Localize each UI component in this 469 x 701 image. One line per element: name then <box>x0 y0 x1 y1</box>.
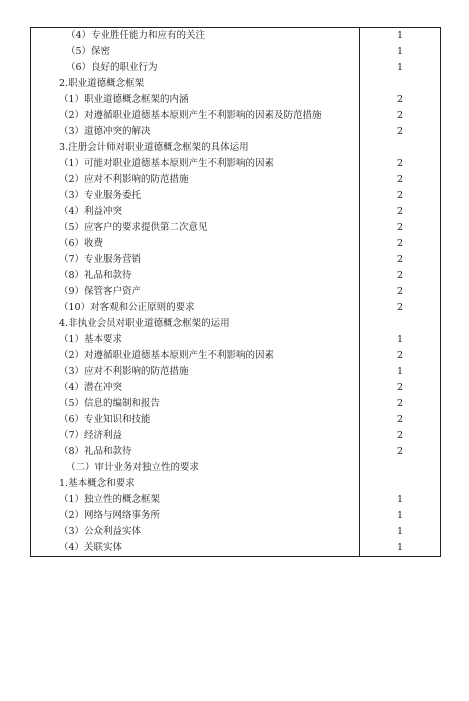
item-cell <box>31 428 360 444</box>
item-cell <box>31 444 360 460</box>
level-cell: 2 <box>360 444 441 460</box>
item-text: （5）应客户的要求提供第二次意见 <box>59 222 208 233</box>
table-row <box>31 380 441 396</box>
item-text: （3）公众利益实体 <box>59 526 142 537</box>
item-cell <box>31 412 360 428</box>
level-cell: 1 <box>360 28 441 45</box>
table-row <box>31 492 441 508</box>
table-row <box>31 44 441 60</box>
item-cell <box>31 476 360 492</box>
table-row <box>31 268 441 284</box>
item-cell <box>31 156 360 172</box>
table-row <box>31 428 441 444</box>
item-cell <box>31 44 360 60</box>
item-cell <box>31 28 360 45</box>
level-cell: 2 <box>360 252 441 268</box>
item-cell <box>31 284 360 300</box>
table-row <box>31 172 441 188</box>
level-cell: 2 <box>360 92 441 108</box>
table-row <box>31 60 441 76</box>
item-text: 2.职业道德概念框架 <box>59 78 145 89</box>
level-cell <box>360 140 441 156</box>
level-cell <box>360 76 441 92</box>
item-cell <box>31 76 360 92</box>
item-cell <box>31 92 360 108</box>
table-row <box>31 364 441 380</box>
item-text: （7）专业服务营销 <box>59 254 142 265</box>
level-cell: 2 <box>360 300 441 316</box>
table-row <box>31 236 441 252</box>
table-row <box>31 92 441 108</box>
item-text: （1）基本要求 <box>59 334 123 345</box>
item-text: （8）礼品和款待 <box>59 446 132 457</box>
item-cell <box>31 204 360 220</box>
item-text: （3）道德冲突的解决 <box>59 126 151 137</box>
item-cell <box>31 396 360 412</box>
item-text: （4）关联实体 <box>59 542 123 553</box>
item-text: （2）网络与网络事务所 <box>59 510 161 521</box>
level-cell: 2 <box>360 156 441 172</box>
level-cell: 2 <box>360 108 441 124</box>
item-cell <box>31 460 360 476</box>
level-cell: 1 <box>360 508 441 524</box>
level-cell: 2 <box>360 124 441 140</box>
item-text: （1）独立性的概念框架 <box>59 494 161 505</box>
item-text: 3.注册会计师对职业道德概念框架的具体运用 <box>59 142 249 153</box>
item-text: （7）经济利益 <box>59 430 123 441</box>
table-row <box>31 140 441 156</box>
level-cell: 2 <box>360 348 441 364</box>
table-row <box>31 220 441 236</box>
level-cell <box>360 460 441 476</box>
item-cell <box>31 332 360 348</box>
item-text: （6）收费 <box>59 238 104 249</box>
table-row <box>31 188 441 204</box>
level-cell: 1 <box>360 44 441 60</box>
level-cell: 2 <box>360 284 441 300</box>
item-cell <box>31 300 360 316</box>
level-cell: 2 <box>360 236 441 252</box>
item-text: （2）应对不利影响的防范措施 <box>59 174 189 185</box>
table-row <box>31 508 441 524</box>
item-text: （9）保管客户资产 <box>59 286 142 297</box>
level-cell: 2 <box>360 204 441 220</box>
table-row <box>31 124 441 140</box>
item-cell <box>31 540 360 557</box>
item-text: （3）专业服务委托 <box>59 190 142 201</box>
item-cell <box>31 172 360 188</box>
level-cell: 2 <box>360 220 441 236</box>
table-row <box>31 412 441 428</box>
table-row <box>31 300 441 316</box>
level-cell: 2 <box>360 428 441 444</box>
table-row <box>31 252 441 268</box>
item-text: （6）良好的职业行为 <box>66 62 158 73</box>
item-cell <box>31 60 360 76</box>
item-text: （2）对遵循职业道德基本原则产生不利影响的因素 <box>59 350 275 361</box>
level-cell: 1 <box>360 332 441 348</box>
table-row <box>31 476 441 492</box>
item-cell <box>31 124 360 140</box>
table-row <box>31 284 441 300</box>
item-text: 4.非执业会员对职业道德概念框架的运用 <box>59 318 230 329</box>
item-text: （1）可能对职业道德基本原则产生不利影响的因素 <box>59 158 275 169</box>
level-cell: 1 <box>360 60 441 76</box>
table-row <box>31 524 441 540</box>
item-text: （5）信息的编制和报告 <box>59 398 161 409</box>
level-cell: 1 <box>360 540 441 557</box>
level-cell: 2 <box>360 412 441 428</box>
item-cell <box>31 508 360 524</box>
item-text: （4）专业胜任能力和应有的关注 <box>66 30 206 41</box>
level-cell: 2 <box>360 268 441 284</box>
item-text: （1）职业道德概念框架的内涵 <box>59 94 189 105</box>
item-cell <box>31 252 360 268</box>
item-cell <box>31 348 360 364</box>
table-body <box>31 28 441 557</box>
syllabus-table <box>30 27 441 557</box>
item-text: 1.基本概念和要求 <box>59 478 135 489</box>
table-row <box>31 316 441 332</box>
item-text: （2）对遵循职业道德基本原则产生不利影响的因素及防范措施 <box>59 110 322 121</box>
item-cell <box>31 268 360 284</box>
item-text: （二）审计业务对独立性的要求 <box>66 462 200 473</box>
level-cell <box>360 476 441 492</box>
item-cell <box>31 140 360 156</box>
level-cell <box>360 316 441 332</box>
item-text: （5）保密 <box>66 46 111 57</box>
item-cell <box>31 108 360 124</box>
table-row <box>31 204 441 220</box>
level-cell: 2 <box>360 172 441 188</box>
item-cell <box>31 188 360 204</box>
item-cell <box>31 524 360 540</box>
item-text: （6）专业知识和技能 <box>59 414 151 425</box>
item-text: （3）应对不利影响的防范措施 <box>59 366 189 377</box>
table-row <box>31 444 441 460</box>
level-cell: 2 <box>360 380 441 396</box>
level-cell: 1 <box>360 492 441 508</box>
table-row <box>31 348 441 364</box>
table-row <box>31 28 441 45</box>
table-row <box>31 460 441 476</box>
table-row <box>31 332 441 348</box>
level-cell: 2 <box>360 396 441 412</box>
item-text: （4）潜在冲突 <box>59 382 123 393</box>
table-row <box>31 76 441 92</box>
item-cell <box>31 236 360 252</box>
level-cell: 1 <box>360 524 441 540</box>
item-cell <box>31 220 360 236</box>
item-cell <box>31 380 360 396</box>
level-cell: 2 <box>360 188 441 204</box>
table-row <box>31 156 441 172</box>
level-cell: 1 <box>360 364 441 380</box>
item-cell <box>31 492 360 508</box>
table-row <box>31 108 441 124</box>
item-cell <box>31 316 360 332</box>
item-text: （4）利益冲突 <box>59 206 123 217</box>
item-text: （10）对客观和公正原则的要求 <box>59 302 195 313</box>
table-row <box>31 396 441 412</box>
table-row <box>31 540 441 557</box>
item-cell <box>31 364 360 380</box>
item-text: （8）礼品和款待 <box>59 270 132 281</box>
